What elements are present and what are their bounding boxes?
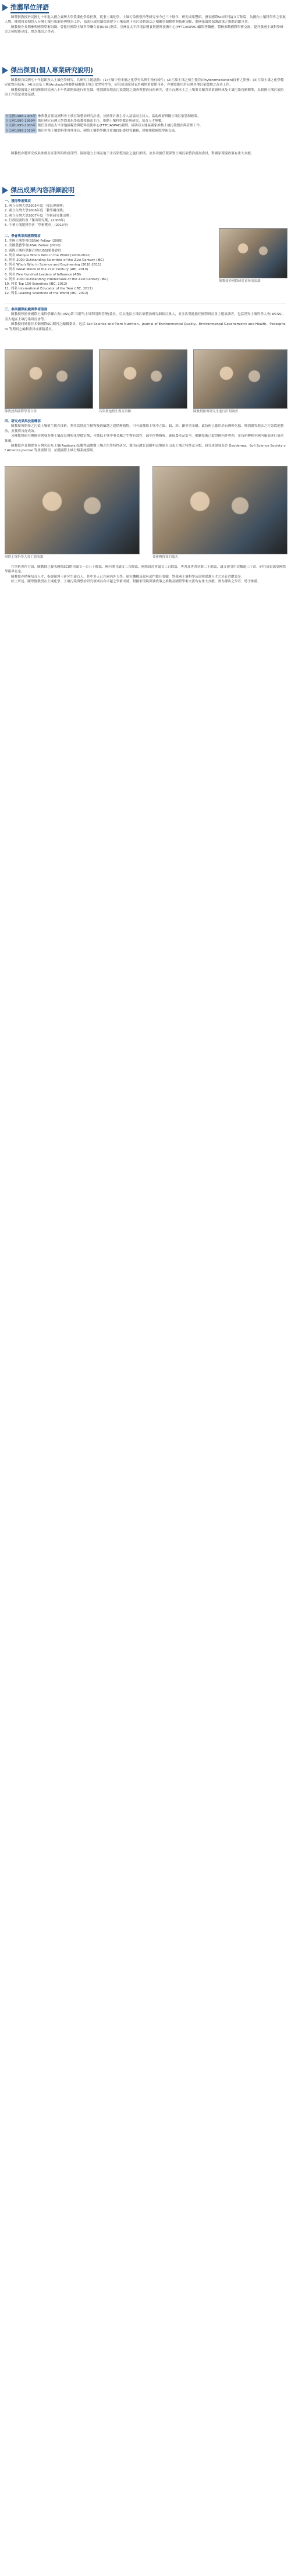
item-date: 自民國1988-2005年 — [5, 115, 36, 118]
list-item — [5, 129, 286, 133]
item-text: 擔任亞洲及太平洋地區糧食與肥料技術中心(FFTC/ASPAC)顧問，協助亞太地區國家推動土壤污染整治與管理工作。 — [37, 124, 203, 128]
paragraph: 陳教授自民國七十年起即投入土壤化學研究，其研究主題涵蓋：(1)土壤中重金屬之化學行為與生物有效性；(2)污染土壤之植生復育(Phytoremediation)技術之開發；(3)污染土壤之化學穩定化整治技術；(4)火山灰土壤(Andisols)與酸性硫酸鹽土壤之化學特性等。研究成果除發表於國際重要期刊外，亦實際應用於台灣各地污染農地之改善工作。 — [5, 79, 284, 87]
section-heading — [2, 2, 289, 13]
photo-caption: 陳教授指導研究生進行田間調查 — [193, 410, 239, 413]
section-heading — [2, 65, 289, 76]
list-item: 6. 列名 Who's Who in Science and Engineering (2010-2011) — [5, 263, 101, 267]
recommendation-text — [5, 15, 286, 35]
research-text-2 — [5, 151, 286, 156]
list-item — [5, 119, 286, 123]
paragraph: 綜上所述，陳尊賢教授在土壤化學、土壤污染與整治研究領域具有卓越之學術成就，對國家環境保護政策之推動及國際學術交流均有重大貢獻，實為傑出之學者，特予推薦。 — [11, 580, 261, 584]
field-photo — [99, 349, 187, 409]
survey-photo — [193, 349, 288, 409]
group-photo — [5, 349, 93, 409]
paragraph: 陳教授亦長期從事台灣火山灰土壤(Andisols)及酸性硫酸鹽土壤之化學特性研究，釐清台灣北部陽明山地區火山灰土壤之特性及分類，研究成果發表於 Geoderma、Soil Science Society of America Journal 等重要期刊，並獲國際土壤分類系統採用。 — [5, 444, 286, 453]
subheading: 二、學會獎章與國際獎項 — [5, 235, 41, 238]
subheading: 四、研究成果與技術轉移 — [5, 420, 41, 423]
paragraph: 陳教授同時擔任多個國際SCI期刊之編輯委員，包括 Soil Science and Plant Nutrition、Journal of Environmental Quality、Environmental Geochemistry and Health、Pedosphere 等期刊之編輯委員或審稿委員。 — [5, 323, 286, 331]
list-item: 3. 國際土壤科學聯合會(IUSS)榮譽會員 — [5, 249, 62, 253]
list-item: 11. 列名 International Educator of the Year (IBC, 2012) — [5, 287, 93, 291]
keynote-photo — [5, 466, 140, 554]
item-date: 自民國1990-1999年 — [5, 119, 36, 123]
section-title: 推薦單位評語 — [10, 2, 49, 13]
paragraph: 陳教授亦長期參與國際學術組織，曾擔任國際土壤科學聯合會(IUSS)委員、亞洲及太平洋地區糧食與肥料技術中心(FFTC/ASPAC)顧問等職務，積極推動國際學術交流，提升我國土壤科學研究之國際能見度，實為傑出之學者。 — [5, 25, 283, 34]
list-item: 2. 國立台灣大學2006年度「教學優良獎」 — [5, 209, 66, 213]
dated-list — [5, 114, 286, 133]
section-heading — [2, 185, 289, 196]
awards-list — [5, 199, 214, 228]
list-item: 3. 國立台灣大學2007年度「學術研究傑出獎」 — [5, 214, 73, 218]
item-text: 擔任國立台灣大學農業化學系教授兼系主任，推動土壤科學教育與研究，培育人才無數。 — [37, 119, 165, 123]
section-title: 傑出成果內容詳細說明 — [10, 185, 74, 196]
list-item: 1. 國立台灣大學2005年度「優良導師獎」 — [5, 204, 66, 208]
paragraph: 在學術著作方面，陳教授已發表國際SCI期刊論文一百五十餘篇、國內期刊論文二百餘篇、國際研討會論文三百餘篇，專書及專書章節二十餘篇，論文被引用次數逾三千次，研究成果深受國際學術界肯定。 — [5, 565, 286, 574]
list-item: 9. 列名 2000 Outstanding Intellectuals of the 21st Century (IBC) — [5, 277, 108, 281]
photo-caption: 技術轉移簽約儀式 — [152, 555, 179, 559]
list-item: 7. 列名 Great Minds of the 21st Century (ABI, 2010) — [5, 268, 88, 272]
research-text — [5, 78, 286, 98]
list-item: 1. 美國土壤學會(SSSA) Fellow (2009) — [5, 239, 63, 243]
photo-caption: 陳教授與國際學者合影 — [5, 410, 37, 413]
international-list — [5, 234, 214, 296]
section-title: 傑出傑貢(個人專業研究說明) — [10, 65, 93, 76]
section-marker-icon — [2, 4, 8, 11]
closing-text — [5, 565, 286, 585]
paragraph: 陳教授領導之研究團隊於民國八十年代即開始進行彰化縣、桃園縣等地區污染農地之調查與整治技術研究，建立台灣本土之土壤重金屬背景值資料庫及土壤污染管制標準，為我國土壤污染防治工作奠定重要基礎。 — [5, 88, 284, 97]
photo-caption: 陳教授於國際研討會發表演講 — [219, 279, 261, 283]
paragraph: 陳教授所開發之污染土壤植生復育技術，利用當地原生植物及經篩選之超積聚植物，可有效移除土壤中之鎘、鉛、鋅、銅等重金屬。此技術已應用於台灣彰化縣、桃園縣等地區之污染農地整治，並獲得良好成效。 — [5, 424, 284, 433]
list-item: 10. 列名 Top 100 Scientists (IBC, 2012) — [5, 282, 68, 286]
list-item: 8. 列名 Five Hundred Leaders of Influence (ABI) — [5, 273, 81, 277]
list-item: 4. 列名 Marquis Who's Who in the World (2009-2012) — [5, 253, 91, 257]
list-item: 5. 中華土壤肥料學會「學術獎章」(2010年) — [5, 224, 69, 228]
item-date: 自民國1995-2005年 — [5, 124, 36, 128]
section-marker-icon — [2, 67, 8, 74]
item-text: 擔任中華土壤肥料學會理事長、國際土壤科學聯合會(IUSS)委員等職務，積極推動國際學術交流。 — [37, 129, 178, 133]
signing-photo — [152, 466, 288, 554]
list-item: 2. 美國農藝學會(ASA) Fellow (2010) — [5, 244, 61, 248]
photo-caption: 污染農地植生復育試驗 — [99, 410, 132, 413]
paragraph: 陳教授亦將研究成果推廣至產業界與政府部門，協助建立土壤及地下水污染整治法之施行細則，並多次擔任環保署土壤污染整治諮詢委員，對國家環境政策有重大貢獻。 — [11, 152, 254, 155]
list-item: 4. 行政院國科會「傑出研究獎」(2008年) — [5, 218, 66, 222]
list-item: 12. 列名 Leading Scientists of the World (IBC, 2012) — [5, 292, 88, 296]
subheading: 三、參與國際組織與學術服務 — [5, 308, 48, 312]
service-text — [5, 307, 286, 332]
item-text: 參與教育部及國科會土壤污染整治研究計畫，並擔任計畫主持人及協同主持人，協助政府研擬土壤污染管制政策。 — [37, 115, 201, 118]
item-date: 自民國1998-2010年 — [5, 129, 36, 133]
paragraph: 陳教授曾擔任國際土壤科學聯合會(IUSS)第三部門(土壤利用與管理)委員、亞太地區土壤污染整治研究網絡召集人，並多次受邀擔任國際研討會主題演講者，包括世界土壤科學大會(WCSS)、亞太地區土壤污染研討會等。 — [5, 313, 286, 321]
paragraph: 另陳教授研究團隊亦開發多種土壤改良劑與化學穩定劑，可降低土壤中重金屬之生物有效性，減少作物吸收，確保農產品安全。相關技術已取得國內外專利，並技術轉移至國內廠商進行量產推廣。 — [5, 434, 284, 443]
paragraph: 陳教授亦積極培育人才，指導碩博士研究生逾百人，其中多人已在國內外大學、研究機構及政府部門擔任要職，對我國土壤科學及環境保護人才之培育貢獻良多。 — [11, 575, 244, 579]
list-item — [5, 114, 286, 119]
results-text — [5, 419, 286, 454]
list-item: 5. 列名 2000 Outstanding Scientists of the 21st Century (IBC) — [5, 259, 104, 263]
event-photo — [219, 228, 288, 278]
list-item — [5, 123, 286, 128]
section-marker-icon — [2, 187, 8, 194]
photo-caption: 國際土壤科學大會主題演講 — [5, 555, 44, 559]
paragraph: 陳尊賢教授於民國七十年進入國立臺灣大學農業化學系任教，從事土壤化學、土壤污染與整治等研究至今已三十餘年，研究成果豐碩，發表國際SCI期刊論文百餘篇，為國內土壤科學界之領航人物。陳教授長期投入台灣土壤污染調查與整治工作，協助行政院環保署建立土壤及地下水污染整治法之相關管制標準與技術規範，對國家環境保護政策之推動貢獻卓著。 — [5, 16, 286, 24]
subheading: 一、獲得學術獎項 — [5, 200, 31, 203]
